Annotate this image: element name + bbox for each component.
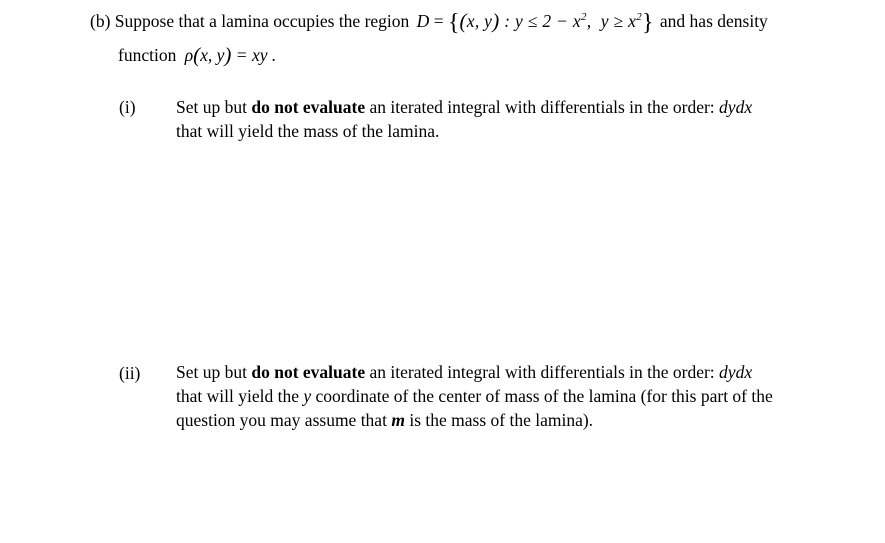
part-i-text xyxy=(176,95,752,143)
part-ii-line-3a: question you may assume that xyxy=(176,410,387,430)
part-i-text-after: an iterated integral with differentials in the order: xyxy=(369,97,715,117)
part-b-intro: Suppose that a lamina occupies the region xyxy=(114,11,410,31)
part-ii-order: dydx xyxy=(719,362,753,382)
part-i-text-before: Set up but xyxy=(176,97,247,117)
part-ii-line-2a: that will yield the xyxy=(176,386,299,406)
part-b-line-2 xyxy=(118,44,276,66)
part-i-line-2: that will yield the mass of the lamina. xyxy=(176,121,440,141)
region-set-expression: (x, y) : $y \le 2 - x^2$, $y \ge x^2$ xyxy=(459,9,642,33)
part-i-bold: do not evaluate xyxy=(251,97,366,117)
part-ii-bold: do not evaluate xyxy=(251,362,366,382)
set-open-brace: { xyxy=(447,10,460,36)
part-i-label: (i) xyxy=(119,97,136,117)
part-ii-m-var: m xyxy=(391,410,405,430)
part-ii-text-after: an iterated integral with differentials in the order: xyxy=(369,362,715,382)
region-variable: D xyxy=(416,11,430,31)
part-ii-line-2b: coordinate of the center of mass of the lamina (for this part of the xyxy=(315,386,773,406)
part-ii-y-var: y xyxy=(303,386,312,406)
part-ii-text-before: Set up but xyxy=(176,362,247,382)
equals-sign: = xyxy=(429,11,448,31)
density-function: ρ(x, y) = xy . xyxy=(184,43,277,67)
part-ii-line-3b: is the mass of the lamina). xyxy=(409,410,594,430)
part-ii-label: (ii) xyxy=(119,363,141,383)
part-i-order: dydx xyxy=(719,97,753,117)
part-ii-text xyxy=(176,360,773,432)
set-close-brace: } xyxy=(642,10,654,36)
part-b-line-1 xyxy=(90,10,768,34)
function-word: function xyxy=(118,45,177,65)
part-b-label: (b) xyxy=(90,11,111,31)
part-b-and-text: and has density xyxy=(659,11,768,31)
